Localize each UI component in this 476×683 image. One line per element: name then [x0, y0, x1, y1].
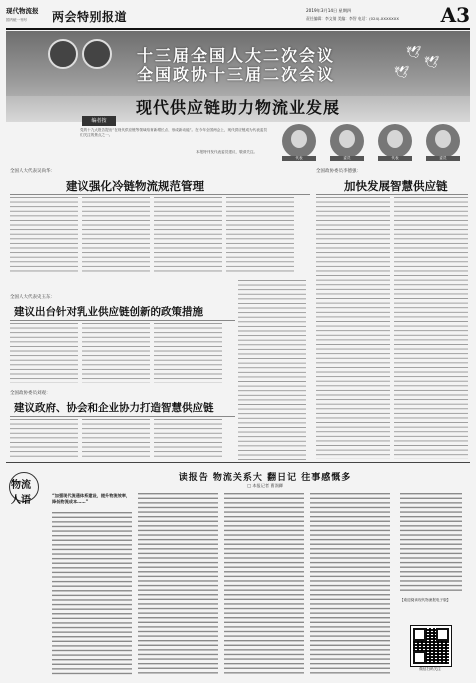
body-text — [154, 419, 222, 459]
feature-title: 读报告 物流关系大 翻日记 往事感慨多 — [178, 473, 352, 483]
body-text — [154, 323, 222, 383]
column-logo — [6, 466, 40, 518]
section-rule — [10, 416, 235, 417]
body-text — [52, 512, 132, 676]
portrait-label: 代表 — [282, 156, 316, 161]
body-text — [238, 280, 306, 460]
section-tag: 全国人大代表吴尚华： — [10, 169, 55, 174]
date-line: 2019年3月14日 星期四 — [306, 8, 352, 13]
column-logo-text: 物流人语 — [11, 480, 31, 506]
editor-note-badge: 编者按 — [82, 116, 116, 126]
dove-icon: 🕊 — [406, 45, 422, 59]
dove-icon: 🕊 — [394, 65, 410, 79]
section-rule — [10, 320, 235, 321]
paper-sub: 国内统一刊号 — [6, 18, 27, 22]
body-text — [10, 323, 78, 383]
portrait-label: 委员 — [426, 156, 460, 161]
body-text — [226, 197, 294, 275]
portrait-label: 委员 — [330, 156, 364, 161]
feature-lead: “加强现代流通体系建设，提升物流效率，降低物流成本……” — [52, 493, 131, 504]
dove-icon: 🕊 — [424, 55, 440, 69]
body-text — [138, 493, 218, 676]
section-tag: 全国人大代表史玉东： — [10, 295, 55, 300]
body-text — [394, 197, 468, 459]
section-title: 加快发展智慧供应链 — [344, 179, 448, 193]
body-text — [82, 197, 150, 275]
body-text — [10, 197, 78, 275]
paper-logo — [6, 7, 46, 27]
intro-text-2: 本报特刊发代表委员建议，敬请关注。 — [196, 150, 258, 154]
body-text — [10, 419, 78, 459]
section-title: 建议强化冷链物流规范管理 — [66, 179, 204, 193]
headline: 现代供应链助力物流业发展 — [135, 98, 340, 117]
body-text — [82, 323, 150, 383]
section-rule — [316, 194, 468, 195]
header-rule — [6, 28, 470, 30]
national-emblem-icon — [48, 39, 78, 69]
portrait-photo — [330, 124, 364, 158]
portrait-photo — [426, 124, 460, 158]
portrait-photo — [378, 124, 412, 158]
section-tag: 全国政协委员刘观： — [10, 391, 51, 396]
portrait-photo — [282, 124, 316, 158]
section-tag: 全国政协委员李德强： — [316, 169, 361, 174]
section-title: 建议出台针对乳业供应链创新的政策措施 — [14, 306, 203, 318]
banner-line-1: 十三届全国人大二次会议 — [136, 46, 335, 65]
section-name: 两会特别报道 — [52, 10, 128, 24]
page-number: A3 — [440, 3, 470, 27]
feature-byline: □ 本报记者 曹润卿 — [247, 483, 283, 488]
body-text — [316, 197, 390, 459]
qr-code-icon[interactable] — [411, 626, 451, 666]
body-text — [310, 493, 390, 676]
paper-name: 现代物流报 — [6, 7, 39, 15]
section-rule — [10, 194, 310, 195]
side-note: 【欢迎阅读现代物流报电子版】 — [400, 598, 451, 602]
body-text — [224, 493, 304, 676]
section-title: 建议政府、协会和企业协力打造智慧供应链 — [14, 402, 214, 414]
body-text — [400, 493, 462, 593]
body-text — [82, 419, 150, 459]
portrait-label: 代表 — [378, 156, 412, 161]
qr-caption: 微信扫码关注 — [419, 667, 441, 671]
banner-line-2: 全国政协十三届二次会议 — [136, 65, 335, 84]
body-text — [154, 197, 222, 275]
intro-text: 党的十九大报告提出“在现代供应链等领域培育新增长点、形成新动能”。在今年全国两会上，现代供应链成为代表委员们关注的焦点之一。 — [80, 128, 268, 138]
editors-line: 责任编辑：李文倩 美编：李智 电话：(024)-XXXXXXX — [306, 16, 399, 21]
